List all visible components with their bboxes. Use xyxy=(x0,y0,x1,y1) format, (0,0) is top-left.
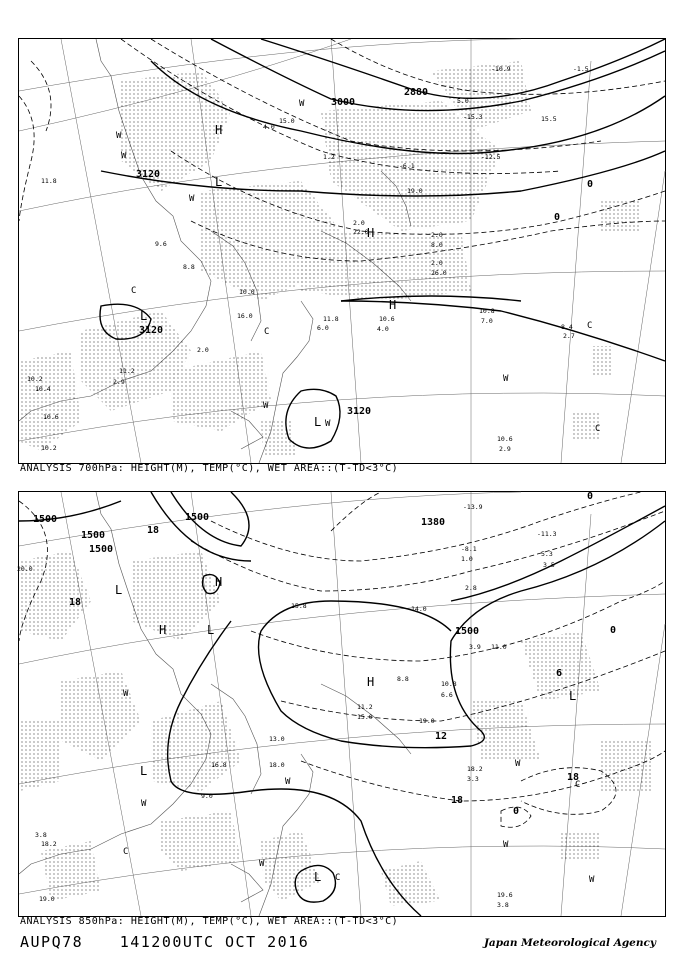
station-value: 3.5 xyxy=(543,561,555,569)
station-value: 2.0 xyxy=(431,231,443,239)
station-value: 10.6 xyxy=(43,413,59,421)
pressure-center-label: L xyxy=(314,870,322,884)
station-value: -13.9 xyxy=(463,503,483,511)
station-value: 22.0 xyxy=(353,228,369,236)
pressure-center-label: H xyxy=(215,123,223,137)
contour-label: 18 xyxy=(69,597,82,608)
warm-cold-marker: W xyxy=(325,419,331,429)
station-value: 2.0 xyxy=(353,219,365,227)
contour-label: 3000 xyxy=(331,97,356,108)
station-value: 10.2 xyxy=(41,444,57,452)
pressure-center-label: H xyxy=(367,226,375,240)
warm-cold-marker: C xyxy=(575,780,581,790)
station-value: 10.8 xyxy=(441,680,457,688)
station-value: 2.0 xyxy=(197,346,209,354)
station-value: 20.0 xyxy=(17,565,33,573)
map-700hpa xyxy=(19,39,665,463)
station-value: 13.0 xyxy=(269,735,285,743)
warm-cold-marker: W xyxy=(263,401,269,411)
station-value: 2.8 xyxy=(465,584,477,592)
valid-time: 141200UTC OCT 2016 xyxy=(119,933,310,951)
station-value: 10.6 xyxy=(497,435,513,443)
station-value: -1.5 xyxy=(573,65,589,73)
contour-label: 18 xyxy=(567,772,580,783)
pressure-center-label: L xyxy=(140,309,148,323)
station-value: 4.0 xyxy=(377,325,389,333)
pressure-center-label: H xyxy=(389,298,397,312)
station-value: 5.3 xyxy=(541,550,553,558)
station-value: 8.8 xyxy=(397,675,409,683)
caption-850hpa: ANALYSIS 850hPa: HEIGHT(M), TEMP(°C), WET AREA::(T-TD<3°C) xyxy=(20,916,399,927)
warm-cold-marker: C xyxy=(264,327,270,337)
warm-cold-marker: W xyxy=(589,875,595,885)
contour-label: 1500 xyxy=(185,512,210,523)
station-value: 18.0 xyxy=(269,761,285,769)
station-value: 8.4 xyxy=(561,323,573,331)
warm-cold-marker: W xyxy=(189,194,195,204)
station-value: 19.0 xyxy=(407,187,423,195)
station-value: 15.0 xyxy=(357,713,373,721)
station-value: 2.9 xyxy=(499,445,511,453)
caption-700hpa: ANALYSIS 700hPa: HEIGHT(M), TEMP(°C), WET AREA::(T-TD<3°C) xyxy=(20,463,399,474)
station-value: 7.0 xyxy=(481,317,493,325)
pressure-center-label: L xyxy=(207,623,215,637)
chart-panel-700hpa xyxy=(18,38,666,464)
station-value: -6.1 xyxy=(399,162,415,170)
warm-cold-marker: C xyxy=(123,847,129,857)
chart-id: AUPQ78 xyxy=(20,933,84,951)
contour-label: 3120 xyxy=(139,325,164,336)
station-value: 3.3 xyxy=(467,775,479,783)
station-value: 2.0 xyxy=(431,259,443,267)
contour-label: 0 xyxy=(587,179,594,190)
pressure-center-label: H xyxy=(367,675,375,689)
station-value: 10.0 xyxy=(239,288,255,296)
pressure-center-label: L xyxy=(115,583,123,597)
station-value: 1.0 xyxy=(461,555,473,563)
station-value: -12.5 xyxy=(481,153,501,161)
contour-label: 3120 xyxy=(136,169,161,180)
agency-name: Japan Meteorological Agency xyxy=(483,937,656,949)
chart-footer xyxy=(20,933,335,951)
station-value: 11.2 xyxy=(357,703,373,711)
warm-cold-marker: W xyxy=(123,689,129,699)
warm-cold-marker: W xyxy=(503,374,509,384)
station-value: 26.0 xyxy=(431,269,447,277)
contour-label: 0 xyxy=(513,806,520,817)
station-value: 8.8 xyxy=(183,263,195,271)
warm-cold-marker: C xyxy=(335,873,341,883)
warm-cold-marker: W xyxy=(259,859,265,869)
contour-label: 18 xyxy=(451,795,464,806)
station-value: 6.0 xyxy=(317,324,329,332)
warm-cold-marker: W xyxy=(116,131,122,141)
station-value: 15.0 xyxy=(279,117,295,125)
warm-cold-marker: W xyxy=(141,799,147,809)
station-value: 2.9 xyxy=(113,378,125,386)
warm-cold-marker: W xyxy=(515,759,521,769)
station-value: 3.8 xyxy=(35,831,47,839)
warm-cold-marker: C xyxy=(595,424,601,434)
station-value: 2.7 xyxy=(563,332,575,340)
pressure-center-label: L xyxy=(215,175,223,189)
station-value: 15.5 xyxy=(541,115,557,123)
station-value: 18.2 xyxy=(467,765,483,773)
station-value: 10.6 xyxy=(379,315,395,323)
station-value: 9.0 xyxy=(201,792,213,800)
station-value: 14.0 xyxy=(411,605,427,613)
pressure-center-label: L xyxy=(140,764,148,778)
station-value: 11.2 xyxy=(119,367,135,375)
station-value: 5.0 xyxy=(457,97,469,105)
station-value: 19.0 xyxy=(419,717,435,725)
station-value: 3.9 xyxy=(469,643,481,651)
station-value: -8.1 xyxy=(461,545,477,553)
station-value: 16.8 xyxy=(211,761,227,769)
station-value: 11.8 xyxy=(41,177,57,185)
warm-cold-marker: W xyxy=(503,840,509,850)
wet-areas xyxy=(19,551,651,906)
station-value: 3.8 xyxy=(497,901,509,909)
warm-cold-marker: W xyxy=(121,151,127,161)
chart-panel-850hpa xyxy=(18,491,666,917)
station-value: 19.6 xyxy=(497,891,513,899)
station-value: 4.0 xyxy=(263,123,275,131)
station-value: 1.2 xyxy=(323,153,335,161)
contour-label: 12 xyxy=(435,731,448,742)
station-value: -10.9 xyxy=(491,65,511,73)
contour-label: 0 xyxy=(610,625,617,636)
station-value: 11.0 xyxy=(491,643,507,651)
contour-label: 6 xyxy=(556,668,563,679)
contour-label: 1500 xyxy=(89,544,114,555)
map-850hpa xyxy=(19,492,665,916)
station-value: -11.3 xyxy=(537,530,557,538)
warm-cold-marker: W xyxy=(285,777,291,787)
contour-label: 0 xyxy=(554,212,561,223)
station-value: 9.6 xyxy=(155,240,167,248)
contour-label: 3120 xyxy=(347,406,372,417)
station-value: 15.8 xyxy=(291,602,307,610)
station-value: 11.8 xyxy=(323,315,339,323)
station-value: 10.4 xyxy=(35,385,51,393)
contour-label: 1500 xyxy=(33,514,58,525)
pressure-center-label: L xyxy=(314,415,322,429)
station-value: 10.8 xyxy=(479,307,495,315)
pressure-center-label: L xyxy=(569,689,577,703)
warm-cold-marker: C xyxy=(587,321,593,331)
station-value: 16.0 xyxy=(237,312,253,320)
contour-label: 2880 xyxy=(404,87,429,98)
station-value: 18.2 xyxy=(41,840,57,848)
pressure-center-label: H xyxy=(215,575,223,589)
contour-label: 1500 xyxy=(455,626,480,637)
warm-cold-marker: W xyxy=(299,99,305,109)
warm-cold-marker: C xyxy=(131,286,137,296)
contour-label: 0 xyxy=(587,491,594,502)
contour-label: 1500 xyxy=(81,530,106,541)
station-value: 6.6 xyxy=(441,691,453,699)
station-value: 8.0 xyxy=(431,241,443,249)
contour-label: 18 xyxy=(147,525,160,536)
pressure-center-label: H xyxy=(159,623,167,637)
station-value: 10.2 xyxy=(27,375,43,383)
contour-label: 1380 xyxy=(421,517,446,528)
station-value: 19.0 xyxy=(39,895,55,903)
station-value: -15.3 xyxy=(463,113,483,121)
